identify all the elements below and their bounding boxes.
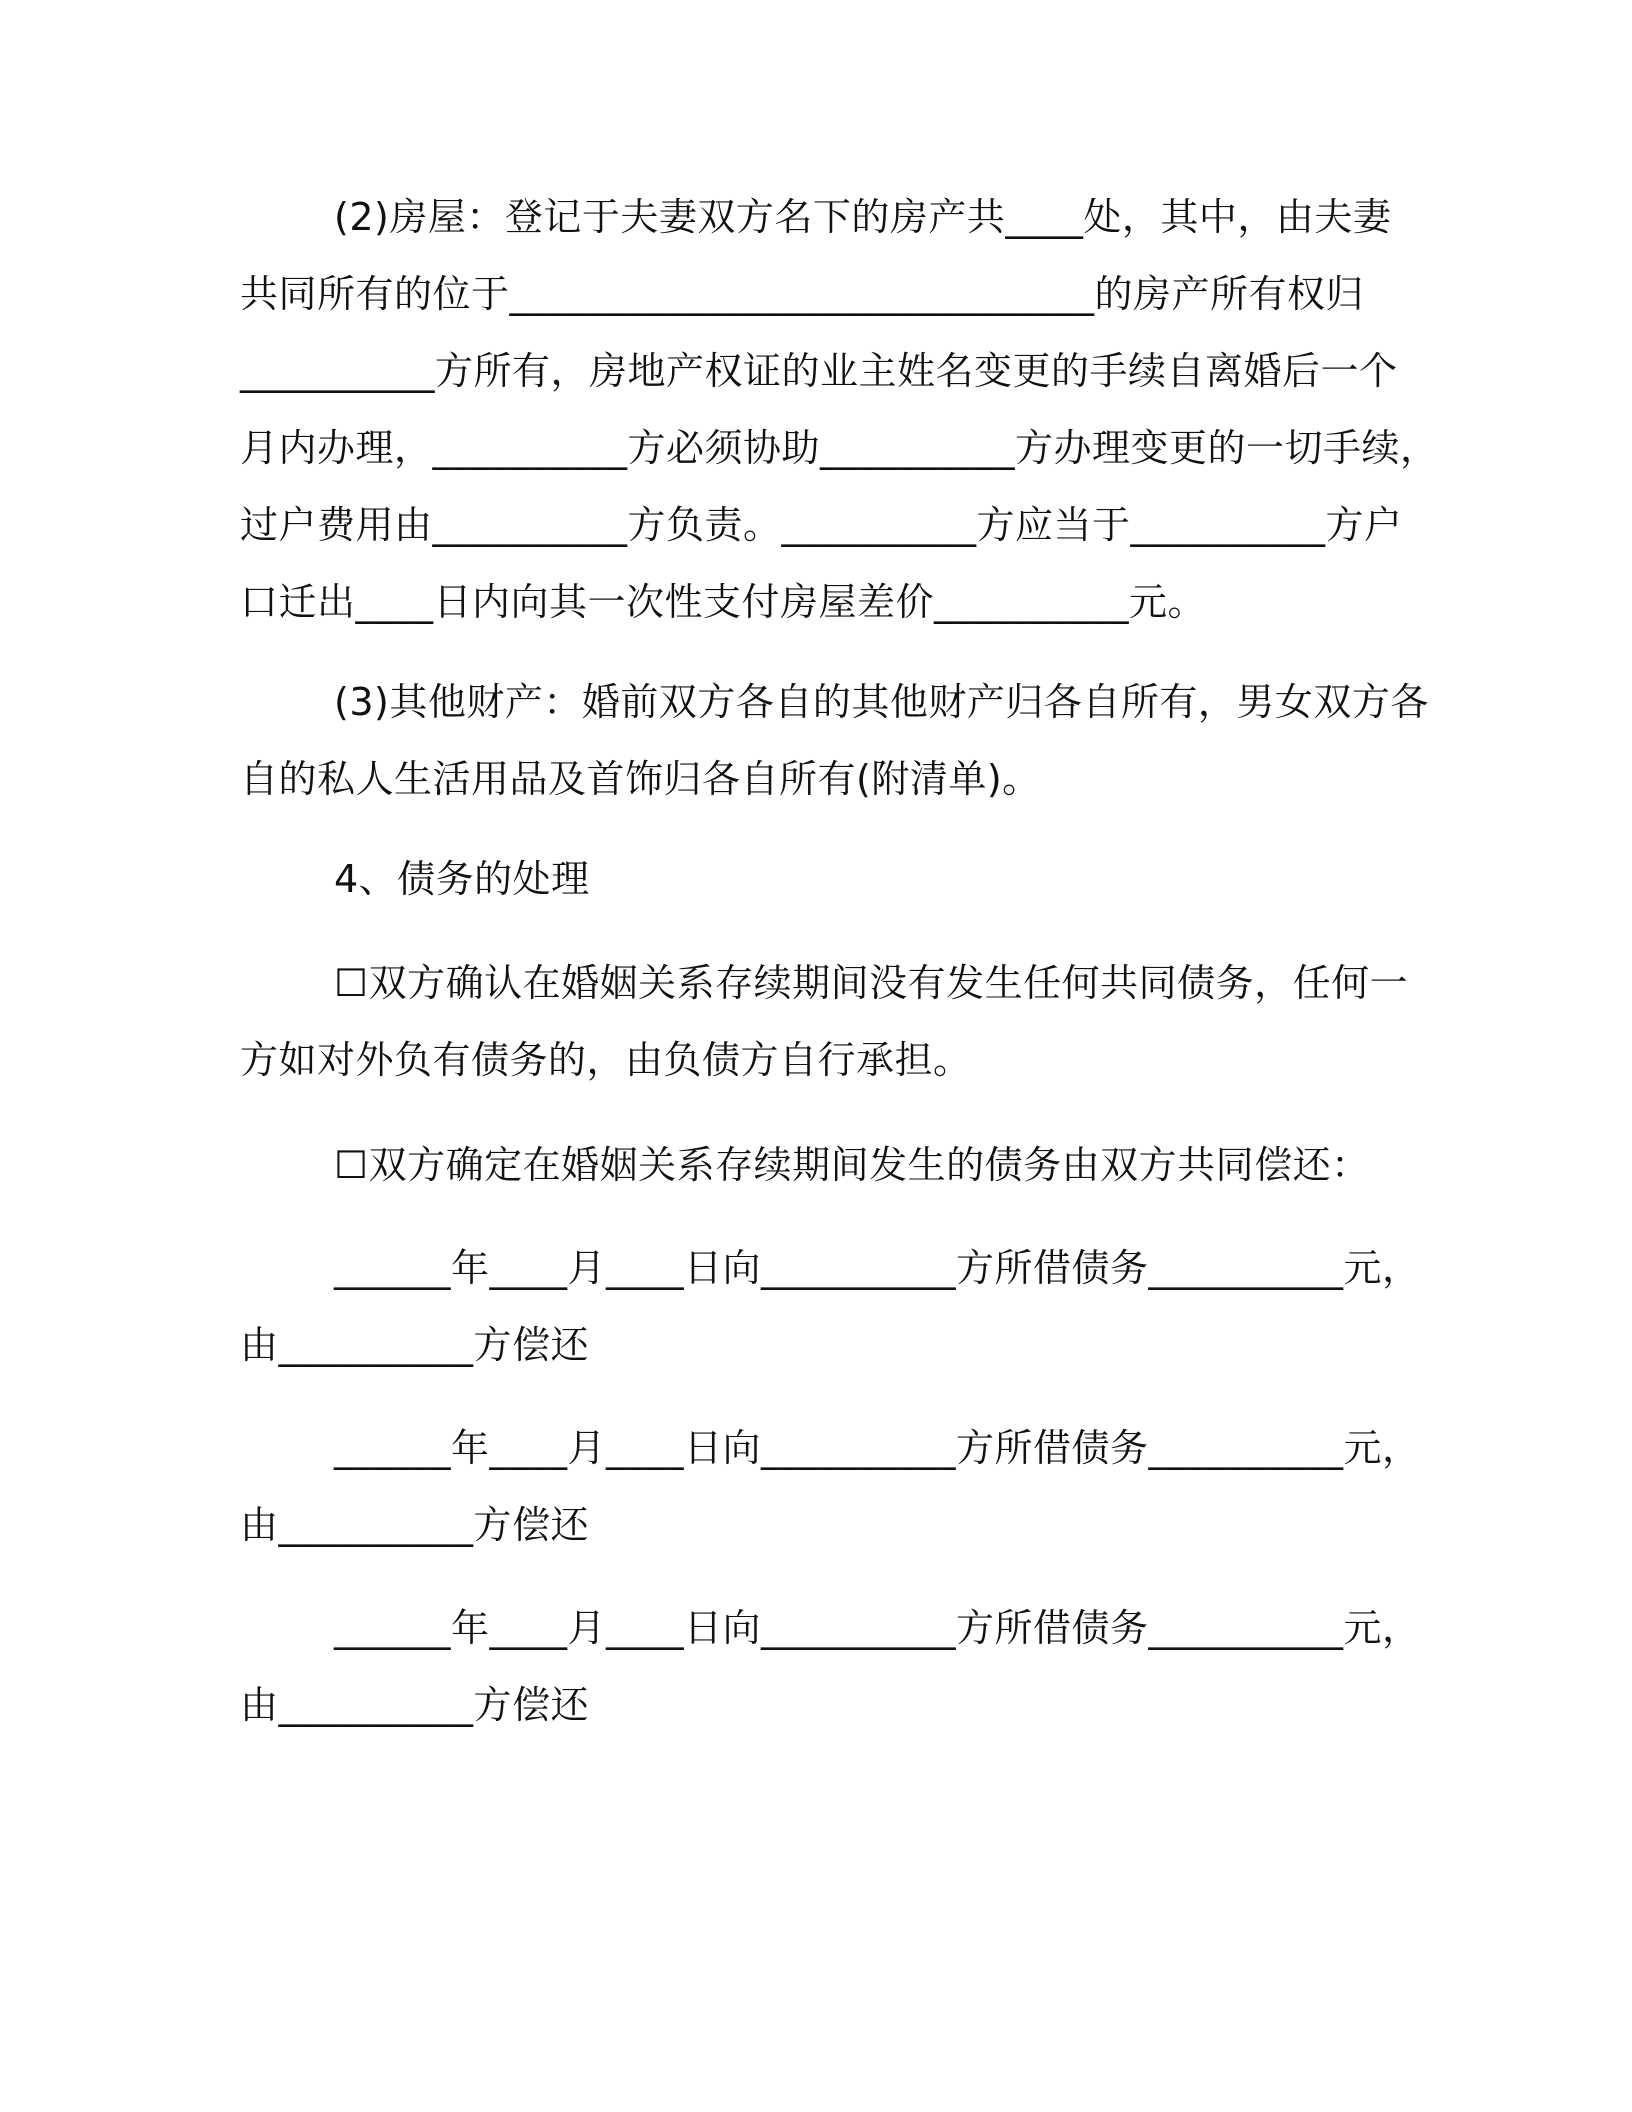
house-clause-line-2: 共同所有的位于______________________________的房产所有权归: [240, 272, 1365, 316]
house-clause-line-4: 月内办理，__________方必须协助__________方办理变更的一切手续，: [240, 426, 1439, 470]
debt-entry-3-line-2: 由__________方偿还: [240, 1683, 590, 1727]
debt-section-heading: 4、债务的处理: [334, 857, 590, 901]
debt-entry-3-line-1: ______年____月____日向__________方所借债务__________元，: [334, 1606, 1421, 1650]
house-clause-line-3: __________方所有，房地产权证的业主姓名变更的手续自离婚后一个: [240, 349, 1398, 393]
house-clause-line-6: 口迁出____日内向其一次性支付房屋差价__________元。: [240, 580, 1207, 624]
house-clause-line-5: 过户费用由__________方负责。__________方应当于__________方户: [240, 503, 1403, 547]
no-debt-option-line-2: 方如对外负有债务的，由负债方自行承担。: [240, 1038, 972, 1082]
debt-entry-1-line-2: 由__________方偿还: [240, 1323, 590, 1367]
other-property-line-2: 自的私人生活用品及首饰归各自所有(附清单)。: [240, 757, 1041, 801]
house-clause-line-1: (2)房屋：登记于夫妻双方名下的房产共____处，其中，由夫妻: [334, 195, 1392, 239]
other-property-line-1: (3)其他财产：婚前双方各自的其他财产归各自所有，男女双方各: [334, 680, 1429, 724]
joint-debt-option: ☐双方确定在婚姻关系存续期间发生的债务由双方共同偿还：: [334, 1143, 1370, 1187]
no-debt-option-line-1: ☐双方确认在婚姻关系存续期间没有发生任何共同债务，任何一: [334, 961, 1409, 1005]
debt-entry-2-line-2: 由__________方偿还: [240, 1503, 590, 1547]
debt-entry-1-line-1: ______年____月____日向__________方所借债务__________元，: [334, 1246, 1421, 1290]
debt-entry-2-line-1: ______年____月____日向__________方所借债务__________元，: [334, 1426, 1421, 1470]
